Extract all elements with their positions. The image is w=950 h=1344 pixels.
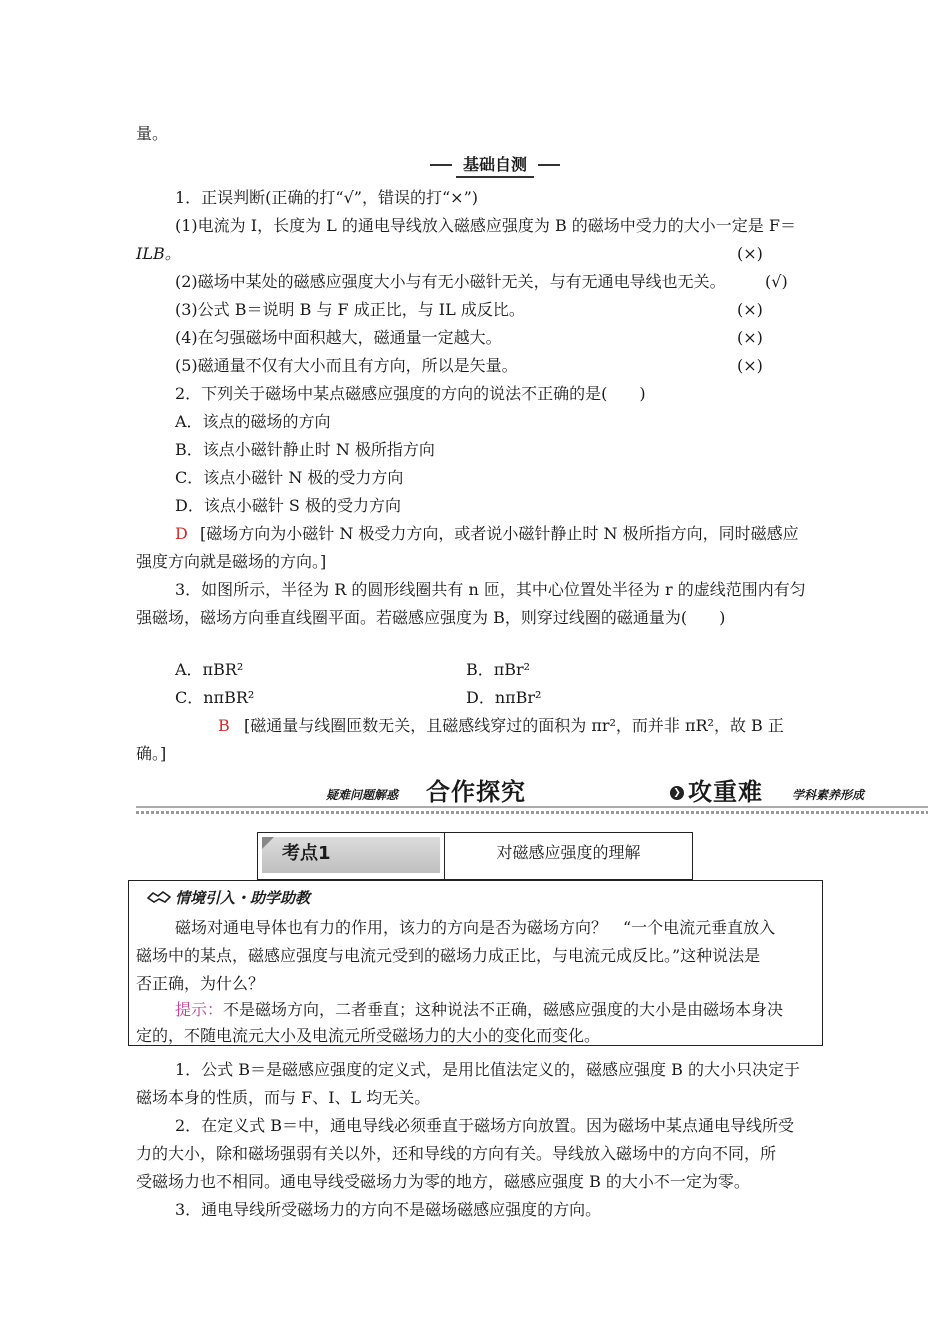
q2-explanation: [磁场方向为小磁针 N 极受力方向，或者说小磁针静止时 N 极所指方向，同时磁感应 [200, 524, 799, 543]
q2-stem: 2．下列关于磁场中某点磁感应强度的方向的说法不正确的是( ) [175, 384, 646, 403]
q1-item-1-mark: (×) [737, 244, 763, 263]
q3-stem-cont: 强磁场，磁场方向垂直线圈平面。若磁感应强度为 B，则穿过线圈的磁通量为( ) [136, 608, 726, 627]
q2-explanation-cont: 强度方向就是磁场的方向。] [136, 552, 327, 571]
section-band [136, 778, 928, 814]
scenario-line-1: 磁场对通电导体也有力的作用，该力的方向是否为磁场方向？ “一个电流元垂直放入 [175, 918, 776, 937]
banner-left-rule [430, 164, 452, 166]
band-rule [136, 806, 928, 808]
q2-option-d: D．该点小磁针 S 极的受力方向 [175, 496, 401, 515]
scenario-line-3: 否正确，为什么？ [136, 974, 265, 993]
q3-option-b: B．πBr² [466, 660, 531, 679]
point-1-cont: 磁场本身的性质，而与 F、I、L 均无关。 [136, 1088, 431, 1107]
section-title: 基础自测 [456, 154, 534, 178]
hint-line-1: 不是磁场方向，二者垂直；这种说法不正确，磁感应强度的大小是由磁场本身决 [223, 1000, 784, 1019]
q3-option-d: D．nπBr² [466, 688, 542, 707]
q2-option-a: A．该点的磁场的方向 [175, 412, 331, 431]
section-banner [430, 154, 560, 176]
scenario-header: 情境引入・助学助教 [175, 889, 311, 907]
band-left-caption: 疑难问题解惑 [326, 788, 399, 802]
q1-item-4: (4)在匀强磁场中面积越大，磁通量一定越大。 [175, 328, 502, 347]
band-arrow-icon: ❯ [670, 786, 684, 800]
q1-item-5: (5)磁通量不仅有大小而且有方向，所以是矢量。 [175, 356, 518, 375]
point-1: 1．公式 B＝是磁感应强度的定义式，是用比值法定义的，磁感应强度 B 的大小只决定于 [175, 1060, 800, 1079]
q2-option-b: B．该点小磁针静止时 N 极所指方向 [175, 440, 435, 459]
q2-option-c: C．该点小磁针 N 极的受力方向 [175, 468, 404, 487]
topic-tag [262, 837, 440, 873]
hint-line-2: 定的，不随电流元大小及电流元所受磁场力的大小的变化而变化。 [136, 1026, 601, 1045]
q3-option-a: A．πBR² [175, 660, 244, 679]
point-2-cont-1: 力的大小，除和磁场强弱有关以外，还和导线的方向有关。导线放入磁场中的方向不同，所 [136, 1144, 777, 1163]
topic-header [257, 832, 693, 880]
point-2-cont-2: 受磁场力也不相同。通电导线受磁场力为零的地方，磁感应强度 B 的大小不一定为零。 [136, 1172, 750, 1191]
scenario-line-2: 磁场中的某点，磁感应强度与电流元受到的磁场力成正比，与电流元成反比。”这种说法是 [136, 946, 761, 965]
q1-item-5-mark: (×) [737, 356, 763, 375]
q1-item-1: (1)电流为 I，长度为 L 的通电导线放入磁感应强度为 B 的磁场中受力的大小一定是 F＝ [175, 216, 796, 235]
band-right-caption: 学科素养形成 [792, 788, 865, 802]
hint-label: 提示： [175, 1000, 224, 1019]
band-dotted-rule [136, 811, 928, 814]
text-fragment: 量。 [136, 124, 169, 143]
q1-item-2: (2)磁场中某处的磁感应强度大小与有无小磁针无关，与有无通电导线也无关。 [175, 272, 726, 291]
q1-item-4-mark: (×) [737, 328, 763, 347]
q1-item-3-mark: (×) [737, 300, 763, 319]
q3-answer: B [218, 716, 230, 735]
q1-item-3: (3)公式 B＝说明 B 与 F 成正比，与 IL 成反比。 [175, 300, 525, 319]
q1-item-2-mark: (√) [765, 272, 788, 291]
topic-name: 对磁感应强度的理解 [444, 833, 692, 879]
band-title-part-2: 攻重难 [688, 778, 763, 806]
band-title-part-1: 合作探究 [426, 778, 526, 806]
banner-right-rule [538, 164, 560, 166]
q1-item-1-cont: ILB。 [136, 244, 181, 263]
topic-number: 考点1 [282, 843, 331, 864]
q2-answer: D [175, 524, 188, 543]
q3-explanation-cont: 确。] [136, 744, 167, 763]
point-3: 3．通电导线所受磁场力的方向不是磁场磁感应强度的方向。 [175, 1200, 602, 1219]
point-2: 2．在定义式 B＝中，通电导线必须垂直于磁场方向放置。因为磁场中某点通电导线所受 [175, 1116, 795, 1135]
handshake-icon [147, 889, 171, 905]
tag-corner-decoration [262, 837, 274, 849]
q3-option-c: C．nπBR² [175, 688, 255, 707]
q3-explanation: [磁通量与线圈匝数无关，且磁感线穿过的面积为 πr²，而并非 πR²，故 B 正 [244, 716, 784, 735]
q1-stem: 1．正误判断(正确的打“√”，错误的打“×”) [175, 188, 478, 207]
q3-stem: 3．如图所示，半径为 R 的圆形线圈共有 n 匝，其中心位置处半径为 r 的虚线范围内有匀 [175, 580, 806, 599]
